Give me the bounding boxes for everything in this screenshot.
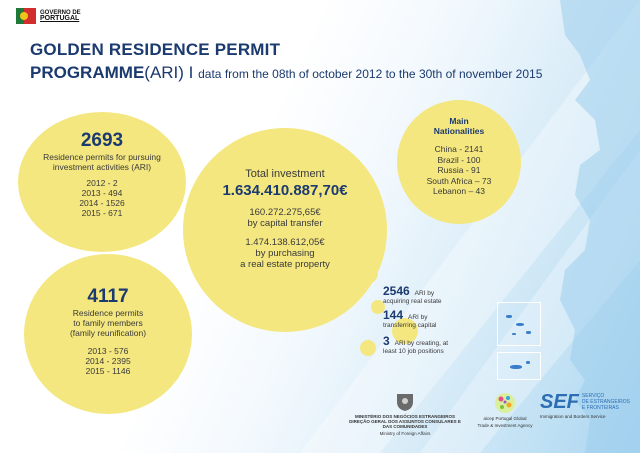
ministry-line1: MINISTÉRIO DOS NEGÓCIOS ESTRANGEIROS xyxy=(354,414,455,419)
ari-jobs-text2: least 10 job positions xyxy=(383,348,444,355)
nationality-item: Brazil - 100 xyxy=(437,154,481,165)
ari-real-estate-number: 2546 xyxy=(383,284,410,298)
residence-permits-desc2: investment activities (ARI) xyxy=(52,162,152,172)
ari-capital-text1: ARI by xyxy=(407,314,428,321)
year-stat: 2013 - 576 xyxy=(87,346,129,356)
ari-jobs-number: 3 xyxy=(383,334,390,348)
residence-permits-desc1: Residence permits for pursuing xyxy=(43,152,161,162)
year-stat: 2014 - 2395 xyxy=(85,356,131,366)
nationalities-circle xyxy=(397,100,521,224)
sef-line1: SERVIÇO xyxy=(581,393,605,399)
ari-jobs xyxy=(383,334,448,355)
island-shape xyxy=(506,315,512,318)
sef-line3: E FRONTEIRAS xyxy=(581,405,619,411)
government-logo xyxy=(16,8,81,24)
decorative-dot xyxy=(360,340,376,356)
sef-logo xyxy=(540,392,636,419)
ari-jobs-text1: ARI by creating, at xyxy=(394,340,449,347)
ministry-logo xyxy=(342,392,468,436)
family-permits-desc1: Residence permits xyxy=(72,308,144,318)
nationality-item: South Africa – 73 xyxy=(426,175,492,186)
ari-real-estate-text1: ARI by xyxy=(414,290,435,297)
ari-real-estate-text2: acquiring real estate xyxy=(383,298,442,305)
aicep-en: Trade & Investment Agency xyxy=(477,423,533,428)
total-investment-label: Total investment xyxy=(245,168,325,180)
total-investment-circle xyxy=(183,128,387,332)
sef-logo-text: SEF xyxy=(540,391,579,413)
ministry-line2: DIREÇÃO GERAL DOS ASSUNTOS CONSULARES E xyxy=(349,419,461,424)
azores-map-inset xyxy=(497,302,541,346)
ari-real-estate xyxy=(383,284,442,305)
capital-transfer-desc: by capital transfer xyxy=(247,218,323,229)
nationality-item: China - 2141 xyxy=(434,144,484,154)
year-stat: 2015 - 1146 xyxy=(85,366,131,376)
ari-capital-number: 144 xyxy=(383,308,404,322)
real-estate-desc2: a real estate property xyxy=(240,259,330,270)
ministry-line3: DAS COMUNIDADES xyxy=(382,424,428,429)
family-permits-desc3: (family reunification) xyxy=(69,328,147,338)
page-subtitle xyxy=(30,63,542,83)
real-estate-desc1: by purchasing xyxy=(255,248,315,259)
date-range: data from the 08th of october 2012 to the 30th of november 2015 xyxy=(198,67,543,81)
nationalities-heading1: Main xyxy=(449,116,469,126)
aicep-dots-icon xyxy=(494,392,516,414)
ari-capital xyxy=(383,308,436,329)
island-shape xyxy=(510,365,522,369)
madeira-map-inset xyxy=(497,352,541,380)
island-shape xyxy=(516,323,524,326)
coat-of-arms-icon xyxy=(394,392,416,412)
year-stat: 2014 - 1526 xyxy=(79,198,125,208)
sef-en: Immigration and Borders Service xyxy=(540,414,606,419)
capital-transfer-value: 160.272.275,65€ xyxy=(249,207,321,218)
total-investment-value: 1.634.410.887,70€ xyxy=(222,182,348,199)
island-shape xyxy=(512,333,516,335)
residence-permits-number: 2693 xyxy=(80,130,124,151)
portugal-flag-icon xyxy=(16,8,36,24)
family-permits-desc2: to family members xyxy=(73,318,143,328)
ministry-en: Ministry of Foreign Affairs xyxy=(379,431,431,436)
year-stat: 2012 - 2 xyxy=(86,178,118,188)
page-title: GOLDEN RESIDENCE PERMIT xyxy=(30,40,281,59)
island-shape xyxy=(526,361,530,364)
sef-line2: DE ESTRANGEIROS xyxy=(581,399,630,405)
nationalities-heading2: Nationalities xyxy=(433,126,485,136)
year-stat: 2013 - 494 xyxy=(81,188,123,198)
island-shape xyxy=(526,331,531,334)
family-permits-circle xyxy=(24,254,192,414)
real-estate-value: 1.474.138.612,05€ xyxy=(245,237,325,248)
title-ari: (ARI) I xyxy=(144,63,194,82)
year-stat: 2015 - 671 xyxy=(81,208,123,218)
title-programme: PROGRAMME xyxy=(30,63,145,82)
ari-capital-text2: transferring capital xyxy=(383,322,437,329)
family-permits-number: 4117 xyxy=(87,286,129,307)
decorative-dot xyxy=(356,262,378,284)
aicep-name: aicep Portugal Global xyxy=(483,416,527,421)
nationality-item: Lebanon – 43 xyxy=(433,186,485,196)
logo-text-line1: GOVERNO DE xyxy=(40,10,81,16)
portugal-map-shape xyxy=(560,0,640,453)
aicep-logo xyxy=(474,392,536,428)
nationality-item: Russia - 91 xyxy=(437,165,481,175)
residence-permits-circle xyxy=(18,112,186,252)
logo-text-line2: PORTUGAL xyxy=(40,15,80,22)
